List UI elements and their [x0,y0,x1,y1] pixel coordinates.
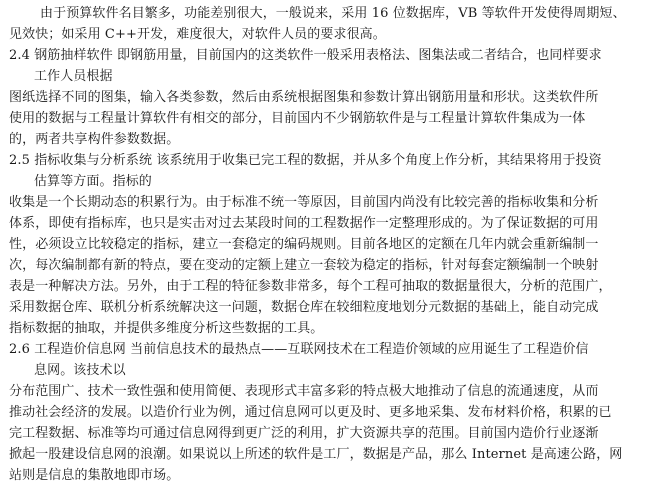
paragraph-line: 采用数据仓库、联机分析系统解决这一问题，数据仓库在较细粒度地划分元数据的基础上，能自动完成 [9,300,599,315]
paragraph-line: 使用的数据与工程量计算软件有相交的部分，目前国内不少钢筋软件是与工程量计算软件集成为一体 [9,111,586,126]
paragraph-line: 图纸选择不同的图集，输入各类参数，然后由系统根据图集和参数计算出钢筋用量和形状。这类软件所 [9,90,599,105]
section-heading-2-4: 2.4 钢筋抽样软件 即钢筋用量，目前国内的这类软件一般采用表格法、图集法或二者结合，也同样要求 [9,48,602,63]
paragraph-line: 见效快；如采用 C++开发，难度很大，对软件人员的要求很高。 [9,27,386,42]
paragraph-line: 掀起一股建设信息网的浪潮。如果说以上所述的软件是工厂，数据是产品，那么 Internet 是高速公路，网 [9,447,623,462]
paragraph-line: 体系，即使有指标库，也只是实击对过去某段时间的工程数据作一定整理形成的。为了保证数据的可用 [9,216,599,231]
paragraph-line: 工作人员根据 [34,69,113,84]
paragraph-line: 表是一种解决方法。另外，由于工程的特征参数非常多，每个工程可抽取的数据量很大，分析的范围广， [9,279,612,294]
section-heading-2-6: 2.6 工程造价信息网 当前信息技术的最热点——互联网技术在工程造价领域的应用诞生了工程造价信 [9,342,589,357]
paragraph-line: 收集是一个长期动态的积累行为。由于标准不统一等原因，目前国内尚没有比较完善的指标收集和分析 [9,195,599,210]
paragraph-line: 指标数据的抽取，并提供多维度分析这些数据的工具。 [9,321,324,336]
paragraph-line: 推动社会经济的发展。以造价行业为例，通过信息网可以更及时、更多地采集、发布材料价格，积累的已 [9,405,612,420]
paragraph-line: 完工程数据、标准等均可通过信息网得到更广泛的利用，扩大资源共享的范围。目前国内造价行业逐渐 [9,426,599,441]
paragraph-line: 次，每次编制都有新的特点，要在变动的定额上建立一套较为稳定的指标，针对每套定额编制一个映射 [9,258,599,273]
paragraph-line: 性，必须设立比较稳定的指标，建立一套稳定的编码规则。目前各地区的定额在几年内就会重新编制一 [9,237,599,252]
paragraph-line: 分布范围广、技术一致性强和使用简便、表现形式丰富多彩的特点极大地推动了信息的流通速度，从而 [9,384,599,399]
section-heading-2-5: 2.5 指标收集与分析系统 该系统用于收集已完工程的数据，并从多个角度上作分析，其结果将用于投资 [9,153,602,168]
paragraph-line: 息网。该技术以 [34,363,126,378]
paragraph-line: 由于预算软件名目繁多，功能差别很大，一般说来，采用 16 位数据库，VB 等软件开发使得周期短、 [40,6,626,21]
paragraph-line: 估算等方面。指标的 [34,174,152,189]
paragraph-line: 的，两者共享构件参数数据。 [9,132,180,147]
paragraph-line: 站则是信息的集散地即市场。 [9,468,180,483]
